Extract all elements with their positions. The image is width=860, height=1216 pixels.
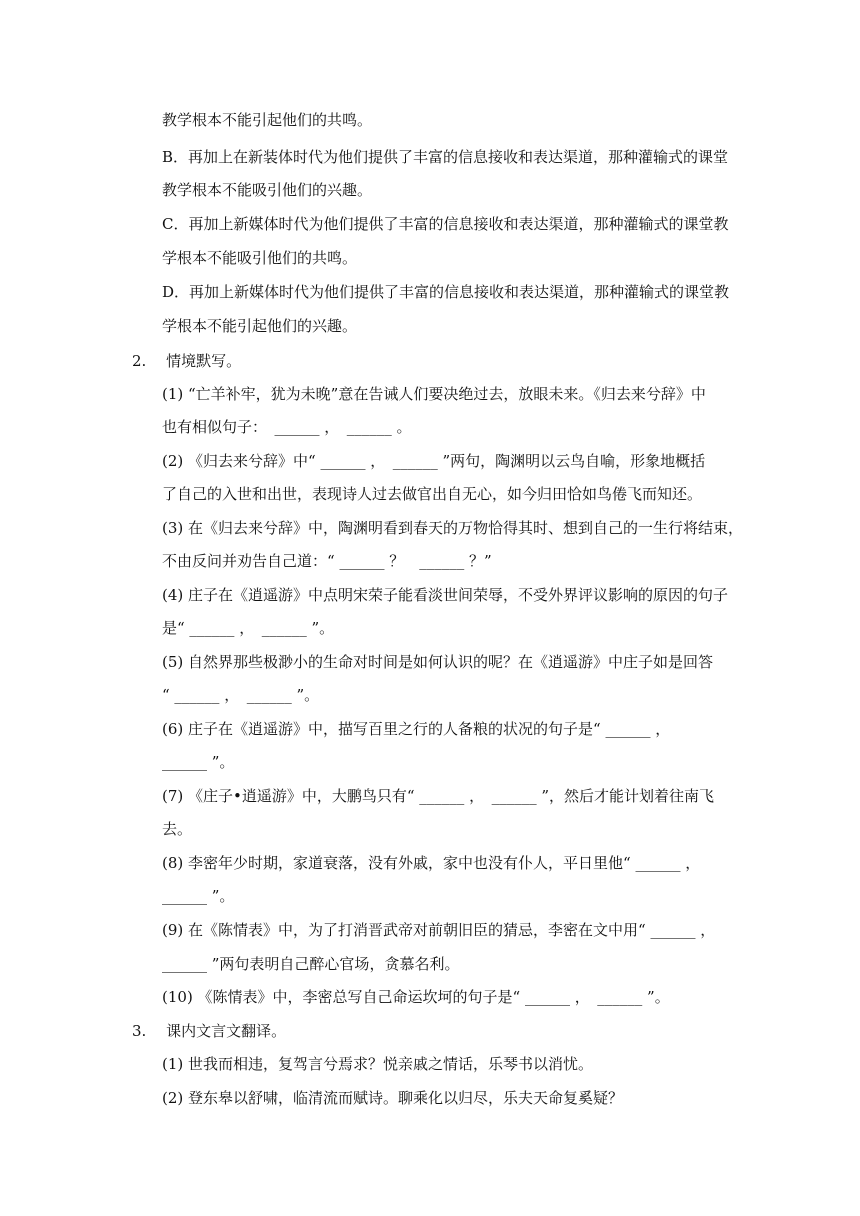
question-2-heading: 2. 情境默写。 [132,352,242,370]
q2-item-2-continuation: 了自己的入世和出世，表现诗人过去做官出自无心，如今归田恰如鸟倦飞而知还。 [162,485,703,503]
q2-item-7-continuation: 去。 [162,820,193,838]
q2-item-3: (3) 在《归去来兮辞》中，陶渊明看到春天的万物恰得其时、想到自己的一生行将结束， [162,519,744,537]
q2-item-1: (1) “亡羊补牢，犹为未晚”意在告诫人们要决绝过去，放眼未来。《归去来兮辞》中 [162,385,706,403]
q2-item-8-continuation: ______ ”。 [162,887,235,905]
question-3-heading: 3. 课内文言文翻译。 [132,1022,287,1040]
q3-item-1: (1) 世我而相违，复驾言兮焉求？悦亲戚之情话，乐琴书以消忧。 [162,1055,594,1073]
q2-item-4-continuation: 是“ ______ ， ______ ”。 [162,619,335,637]
option-a-continuation: 教学根本不能引起他们的共鸣。 [162,111,373,129]
q2-item-3-continuation: 不由反问并劝告自己道：“ ______ ？ ______ ？” [162,552,492,570]
q2-item-6: (6) 庄子在《逍遥游》中，描写百里之行的人备粮的状况的句子是“ ______ ， [162,720,671,738]
q2-item-7: (7) 《庄子•逍遥游》中，大鹏鸟只有“ ______ ， ______ ”，然后才能计划着往南飞 [162,787,715,805]
option-c: C．再加上新媒体时代为他们提供了丰富的信息接收和表达渠道，那种灌输式的课堂教 [162,215,729,233]
q2-item-5: (5) 自然界那些极渺小的生命对时间是如何认识的呢？在《逍遥游》中庄子如是回答 [162,653,714,671]
option-b-continuation: 教学根本不能吸引他们的兴趣。 [162,181,373,199]
q2-item-8: (8) 李密年少时期，家道衰落，没有外戚，家中也没有仆人，平日里他“ ______ ， [162,854,701,872]
q2-item-10: (10) 《陈情表》中，李密总写自己命运坎坷的句子是“ ______ ， ______ ”。 [162,988,670,1006]
q2-item-2: (2) 《归去来兮辞》中“ ______ ， ______ ”两句，陶渊明以云鸟自喻，形象地概括 [162,452,706,470]
q2-item-4: (4) 庄子在《逍遥游》中点明宋荣子能看淡世间荣辱，不受外界评议影响的原因的句子 [162,586,729,604]
q2-item-1-continuation: 也有相似句子： ______ ， ______ 。 [162,418,412,436]
q2-item-9: (9) 在《陈情表》中，为了打消晋武帝对前朝旧臣的猜忌，李密在文中用“ ______ ， [162,921,716,939]
option-d: D．再加上新媒体时代为他们提供了丰富的信息接收和表达渠道，那种灌输式的课堂教 [162,283,730,301]
q2-item-9-continuation: ______ ”两句表明自己醉心官场，贪慕名利。 [162,955,460,973]
option-c-continuation: 学根本不能吸引他们的共鸣。 [162,249,358,267]
q2-item-6-continuation: ______ ”。 [162,753,235,771]
option-b: B．再加上在新装体时代为他们提供了丰富的信息接收和表达渠道，那种灌输式的课堂 [162,148,729,166]
option-d-continuation: 学根本不能引起他们的兴趣。 [162,317,358,335]
q3-item-2: (2) 登东皋以舒啸，临清流而赋诗。聊乘化以归尽，乐夫天命复奚疑？ [162,1089,624,1107]
q2-item-5-continuation: “ ______ ， ______ ”。 [162,686,320,704]
